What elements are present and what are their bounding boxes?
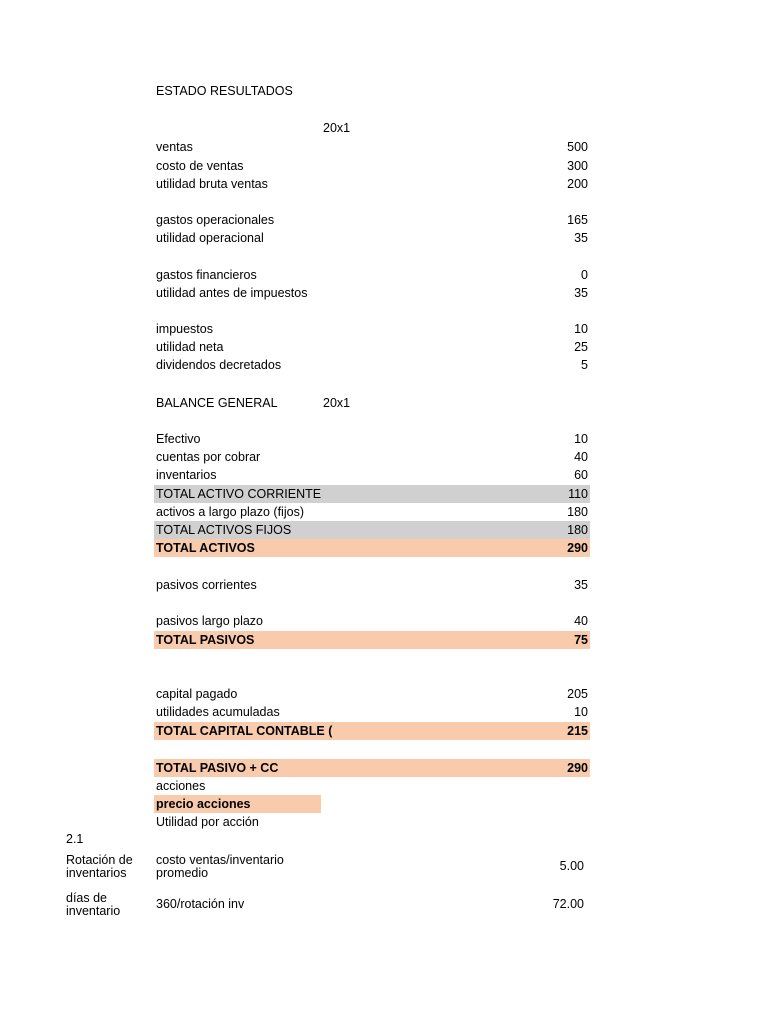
row-value: 5 — [581, 358, 588, 372]
row-label: dividendos decretados — [156, 358, 282, 372]
income-row — [154, 320, 590, 338]
row-label: TOTAL PASIVO + CC — [156, 761, 279, 775]
income-row — [154, 338, 590, 356]
row-value: 180 — [567, 523, 588, 537]
total-row — [154, 759, 590, 777]
total-row — [154, 631, 590, 649]
row-value: 25 — [574, 340, 588, 354]
row-label: Utilidad por acción — [156, 815, 259, 829]
row-label: TOTAL CAPITAL CONTABLE ( — [156, 724, 333, 738]
balance-row — [154, 503, 590, 521]
row-value: 205 — [567, 687, 588, 701]
row-label: costo de ventas — [156, 159, 244, 173]
row-label: utilidad antes de impuestos — [156, 286, 308, 300]
balance-row — [154, 448, 590, 466]
income-statement-title: ESTADO RESULTADOS — [156, 84, 293, 98]
row-value: 290 — [567, 761, 588, 775]
row-label: acciones — [156, 779, 206, 793]
ratio-value: 72.00 — [552, 897, 584, 911]
row-label: utilidad neta — [156, 340, 224, 354]
income-row — [154, 284, 590, 302]
row-label: activos a largo plazo (fijos) — [156, 505, 304, 519]
ratio-name: días de inventario — [66, 891, 121, 918]
row-label: TOTAL ACTIVO CORRIENTE — [156, 487, 322, 501]
row-label: Efectivo — [156, 432, 201, 446]
row-value: 40 — [574, 450, 588, 464]
ratio-formula: 360/rotación inv — [156, 897, 245, 911]
row-label: cuentas por cobrar — [156, 450, 261, 464]
income-row — [154, 356, 590, 374]
row-value: 10 — [574, 322, 588, 336]
balance-row — [154, 466, 590, 484]
row-label: TOTAL ACTIVOS FIJOS — [156, 523, 292, 537]
income-row — [154, 138, 590, 156]
row-label: impuestos — [156, 322, 213, 336]
income-row — [154, 157, 590, 175]
row-label: TOTAL ACTIVOS — [156, 541, 255, 555]
balance-row — [154, 777, 590, 795]
row-label: gastos operacionales — [156, 213, 275, 227]
row-value: 75 — [574, 633, 588, 647]
balance-row — [154, 685, 590, 703]
row-value: 215 — [567, 724, 588, 738]
row-value: 40 — [574, 614, 588, 628]
income-row — [154, 266, 590, 284]
row-value: 290 — [567, 541, 588, 555]
row-label: pasivos largo plazo — [156, 614, 264, 628]
balance-header — [154, 394, 590, 412]
balance-row — [154, 703, 590, 721]
balance-row — [154, 612, 590, 630]
section-number: 2.1 — [66, 832, 84, 846]
row-label: capital pagado — [156, 687, 238, 701]
row-value: 200 — [567, 177, 588, 191]
row-label: precio acciones — [156, 797, 251, 811]
row-label: ventas — [156, 140, 193, 154]
row-value: 35 — [574, 286, 588, 300]
income-row — [154, 229, 590, 247]
balance-row — [154, 576, 590, 594]
row-label: utilidad operacional — [156, 231, 264, 245]
row-label: TOTAL PASIVOS — [156, 633, 255, 647]
row-value: 10 — [574, 705, 588, 719]
row-label: inventarios — [156, 468, 217, 482]
row-value: 180 — [567, 505, 588, 519]
row-label: utilidades acumuladas — [156, 705, 280, 719]
income-year: 20x1 — [323, 121, 351, 135]
row-value: 10 — [574, 432, 588, 446]
total-row — [154, 722, 590, 740]
ratio-formula: costo ventas/inventario promedio — [156, 853, 284, 880]
balance-year: 20x1 — [323, 396, 351, 410]
row-value: 300 — [567, 159, 588, 173]
balance-sheet-title: BALANCE GENERAL — [156, 396, 278, 410]
total-row — [154, 539, 590, 557]
income-row — [154, 175, 590, 193]
row-value: 0 — [581, 268, 588, 282]
row-value: 35 — [574, 578, 588, 592]
row-label: pasivos corrientes — [156, 578, 257, 592]
row-value: 500 — [567, 140, 588, 154]
balance-row — [154, 430, 590, 448]
total-row — [154, 521, 590, 539]
row-value: 165 — [567, 213, 588, 227]
row-label: gastos financieros — [156, 268, 257, 282]
row-value: 60 — [574, 468, 588, 482]
row-value: 110 — [568, 487, 588, 501]
highlight-row — [154, 795, 321, 813]
income-row — [154, 211, 590, 229]
total-row — [154, 485, 590, 503]
ratio-name: Rotación de inventarios — [66, 853, 133, 880]
row-value: 35 — [574, 231, 588, 245]
ratio-value: 5.00 — [559, 859, 584, 873]
balance-row — [154, 813, 590, 831]
row-label: utilidad bruta ventas — [156, 177, 268, 191]
